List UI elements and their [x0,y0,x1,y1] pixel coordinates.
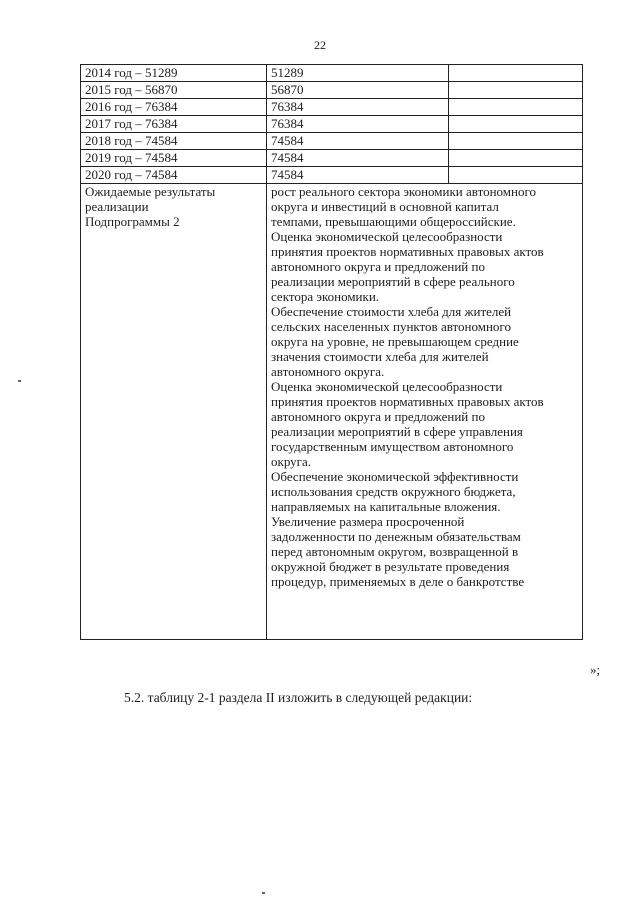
amount-cell: 76384 [267,116,449,133]
results-text-line: реализации мероприятий в сфере управления [271,424,523,439]
empty-cell [449,65,583,82]
results-row [81,184,583,640]
results-text-line: перед автономным округом, возвращенной в [271,544,519,559]
funding-row [81,116,583,133]
results-text-line: сектора экономики. [271,289,380,304]
empty-cell [449,116,583,133]
results-text-line: принятия проектов нормативных правовых актов [271,394,544,409]
empty-cell [449,133,583,150]
results-text-line: округа. [271,454,311,469]
page-number: 22 [314,38,326,52]
results-text-line: темпами, превышающими общероссийские. [271,214,516,229]
empty-cell [449,99,583,116]
results-label-cell [81,184,267,640]
funding-row [81,150,583,167]
results-text-line: значения стоимости хлеба для жителей [271,349,489,364]
results-text [271,184,578,589]
results-text-line: рост реального сектора экономики автономного [271,184,536,199]
results-text-line: Увеличение размера просроченной [271,514,465,529]
funding-row [81,133,583,150]
results-text-line: окружной бюджет в результате проведения [271,559,510,574]
results-label-line: Ожидаемые результаты [85,184,216,199]
results-text-line: реализации мероприятий в сфере реального [271,274,515,289]
results-text-line: государственным имуществом автономного [271,439,514,454]
results-text-cell [267,184,583,640]
empty-cell [449,82,583,99]
year-cell: 2019 год – 74584 [81,150,267,167]
subprogram-table [80,64,583,640]
results-label-line: Подпрограммы 2 [85,214,180,229]
results-text-line: автономного округа и предложений по [271,259,485,274]
amount-cell: 56870 [267,82,449,99]
empty-cell [449,167,583,184]
year-cell: 2020 год – 74584 [81,167,267,184]
results-text-line: задолженности по денежным обязательствам [271,529,521,544]
funding-row [81,167,583,184]
funding-row [81,82,583,99]
year-cell: 2018 год – 74584 [81,133,267,150]
scan-speck [18,380,21,382]
empty-cell [449,150,583,167]
results-text-line: сельских населенных пунктов автономного [271,319,511,334]
results-text-line: округа на уровне, не превышающем средние [271,334,519,349]
results-label-line: реализации [85,199,149,214]
amount-cell: 74584 [267,150,449,167]
results-text-line: Оценка экономической целесообразности [271,229,503,244]
results-text-line: направляемых на капитальные вложения. [271,499,501,514]
year-cell: 2015 год – 56870 [81,82,267,99]
scan-speck [262,892,265,894]
results-text-line: процедур, применяемых в деле о банкротстве [271,574,525,589]
results-text-line: Обеспечение стоимости хлеба для жителей [271,304,512,319]
results-text-line: округа и инвестиций в основной капитал [271,199,499,214]
year-cell: 2017 год – 76384 [81,116,267,133]
results-text-line: принятия проектов нормативных правовых актов [271,244,544,259]
amount-cell: 76384 [267,99,449,116]
results-text-line: использования средств окружного бюджета, [271,484,516,499]
results-label [85,184,262,229]
closing-quote: »; [590,662,601,677]
amount-cell: 74584 [267,133,449,150]
year-cell: 2014 год – 51289 [81,65,267,82]
funding-row [81,99,583,116]
results-text-line: Оценка экономической целесообразности [271,379,503,394]
results-text-line: Обеспечение экономической эффективности [271,469,519,484]
year-cell: 2016 год – 76384 [81,99,267,116]
instruction-text: 5.2. таблицу 2-1 раздела II изложить в следующей редакции: [124,690,473,705]
amount-cell: 51289 [267,65,449,82]
amount-cell: 74584 [267,167,449,184]
results-text-line: автономного округа. [271,364,385,379]
results-text-line: автономного округа и предложений по [271,409,485,424]
funding-row [81,65,583,82]
funding-rows [81,65,583,184]
